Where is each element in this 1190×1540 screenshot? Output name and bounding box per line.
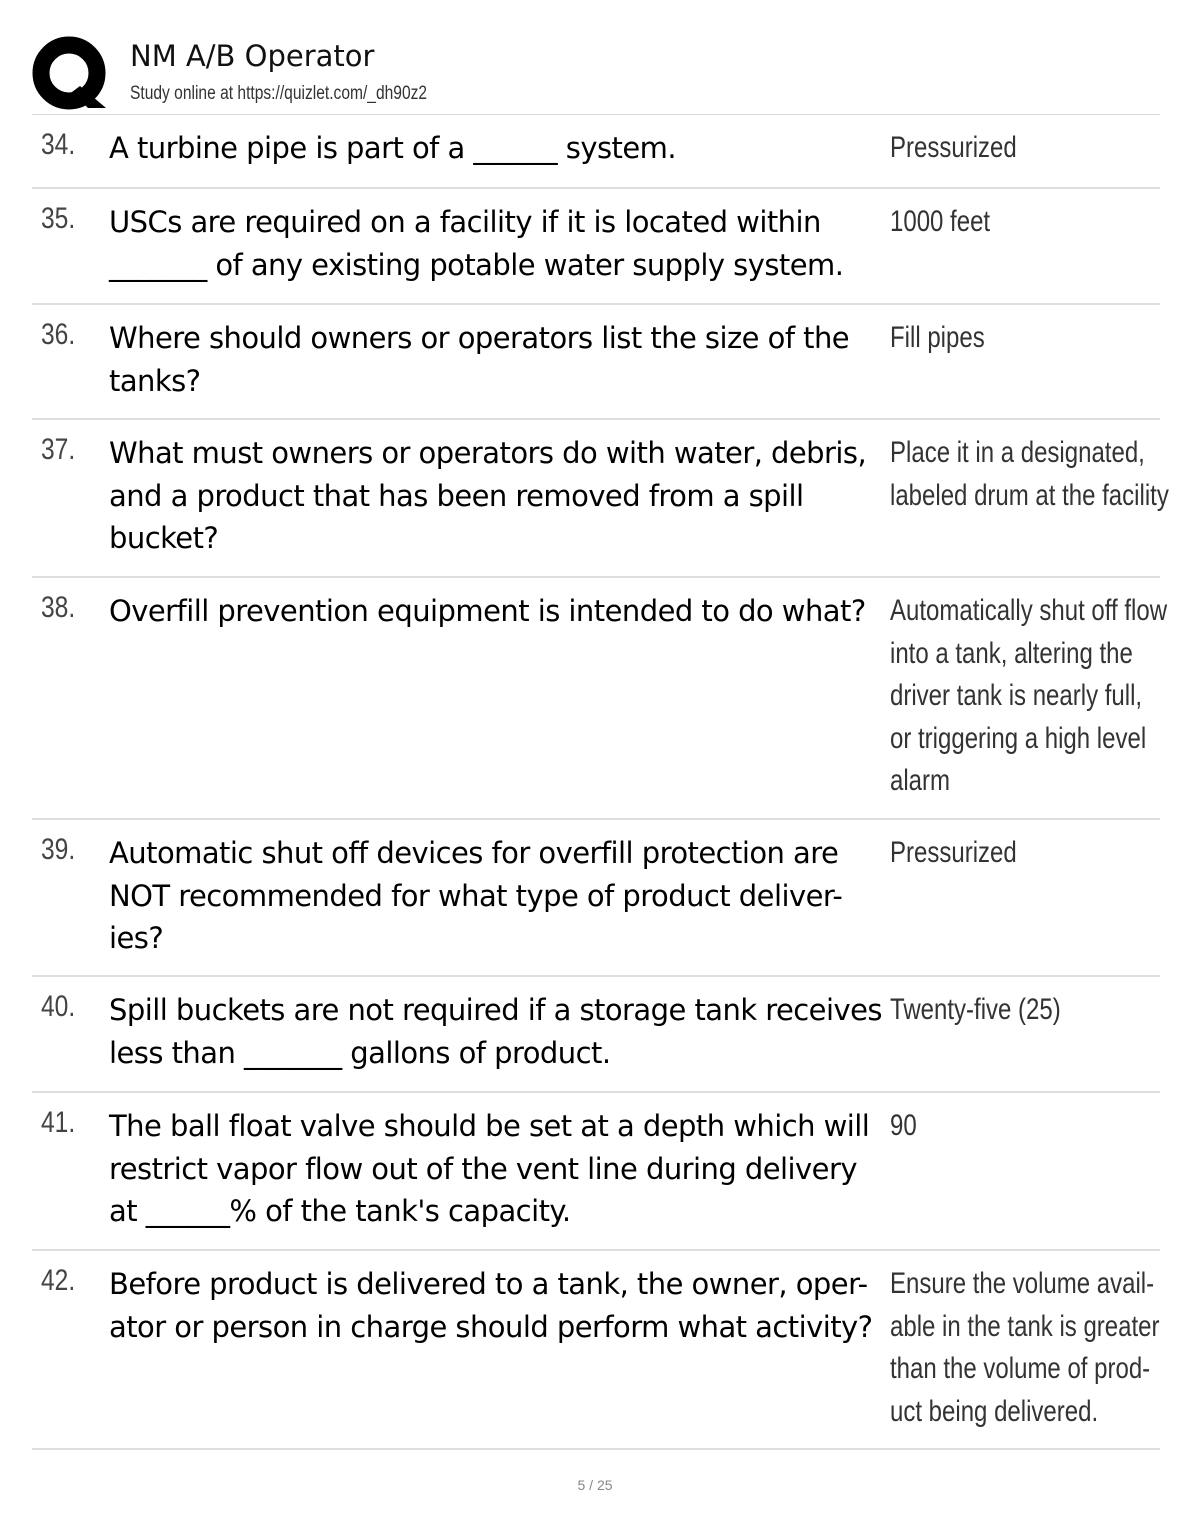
flashcard-row <box>32 820 1160 977</box>
question-line: The ball float valve should be set at a depth which will <box>109 1109 870 1143</box>
card-number: 38. <box>41 591 76 624</box>
card-answer <box>890 127 1130 170</box>
card-answer <box>890 201 1130 244</box>
answer-line: Twenty-five (25) <box>890 993 1061 1026</box>
answer-line: Automatically shut off flow <box>890 594 1168 627</box>
card-answer <box>890 317 1130 360</box>
card-question <box>109 201 894 286</box>
question-line: ies? <box>109 921 164 955</box>
card-question <box>109 1263 894 1348</box>
flashcard-list <box>32 115 1169 1450</box>
question-line: less than _______ gallons of product. <box>109 1035 611 1070</box>
flashcard-row <box>32 115 1160 189</box>
card-question <box>109 1105 894 1233</box>
card-answer <box>890 1105 1130 1148</box>
answer-line: into a tank, altering the <box>890 636 1133 670</box>
answer-line: driver tank is nearly full, <box>890 679 1143 712</box>
card-number: 34. <box>41 128 76 161</box>
flashcard-row <box>32 1251 1160 1450</box>
answer-line: Fill pipes <box>890 321 985 354</box>
flashcard-row <box>32 189 1160 305</box>
card-question <box>109 989 894 1074</box>
answer-line: able in the tank is greater <box>890 1309 1160 1343</box>
card-number: 39. <box>41 833 76 866</box>
card-answer <box>890 989 1130 1032</box>
answer-line: than the volume of prod- <box>890 1352 1151 1385</box>
question-line: A turbine pipe is part of a ______ system. <box>109 131 676 165</box>
card-answer <box>890 590 1168 803</box>
flashcard-row <box>32 977 1160 1093</box>
question-line: Automatic shut off devices for overfill protection are <box>109 836 839 870</box>
page-header <box>32 34 1160 114</box>
question-line: Where should owners or operators list the size of the <box>109 321 850 355</box>
question-line: and a product that has been removed from a spill <box>109 478 804 513</box>
question-line: _______ of any existing potable water supply system. <box>109 247 844 282</box>
card-question <box>109 832 894 960</box>
flashcard-row <box>32 1093 1160 1251</box>
question-line: bucket? <box>109 521 219 555</box>
page-title: NM A/B Operator <box>130 39 375 73</box>
flashcard-row <box>32 420 1169 578</box>
answer-line: labeled drum at the facility <box>890 478 1169 512</box>
card-answer <box>890 1263 1160 1433</box>
question-line: Overfill prevention equipment is intended to do what? <box>109 594 866 628</box>
flashcard-row <box>32 305 1160 420</box>
answer-line: 1000 feet <box>890 205 991 238</box>
card-number: 37. <box>41 433 76 466</box>
card-answer <box>890 832 1130 875</box>
question-line: Before product is delivered to a tank, the owner, oper- <box>109 1267 868 1301</box>
answer-line: Place it in a designated, <box>890 436 1145 469</box>
question-line: USCs are required on a facility if it is located within <box>109 205 821 239</box>
card-answer <box>890 432 1169 517</box>
answer-line: Pressurized <box>890 131 1017 164</box>
page-number: 5 / 25 <box>577 1477 613 1493</box>
study-link[interactable]: Study online at https://quizlet.com/_dh90z2 <box>130 83 428 104</box>
question-line: restrict vapor flow out of the vent line during delivery <box>109 1151 857 1186</box>
question-line: tanks? <box>109 363 201 398</box>
answer-line: or triggering a high level <box>890 721 1147 755</box>
card-question <box>109 127 894 170</box>
card-number: 36. <box>41 318 76 351</box>
card-number: 42. <box>41 1264 76 1297</box>
question-line: at ______% of the tank's capacity. <box>109 1194 571 1228</box>
answer-line: Pressurized <box>890 836 1017 869</box>
quizlet-logo-icon <box>32 36 110 110</box>
card-question <box>109 590 894 633</box>
question-line: Spill buckets are not required if a storage tank receives <box>109 993 882 1027</box>
answer-line: uct being delivered. <box>890 1394 1099 1428</box>
card-number: 35. <box>41 202 76 235</box>
flashcard-row <box>32 578 1168 820</box>
answer-line: 90 <box>890 1109 917 1142</box>
card-question <box>109 317 894 402</box>
question-line: NOT recommended for what type of product deliver- <box>109 878 843 913</box>
question-line: What must owners or operators do with water, debris, <box>109 436 867 470</box>
question-line: ator or person in charge should perform what activity? <box>109 1309 873 1344</box>
answer-line: alarm <box>890 764 951 797</box>
card-number: 40. <box>41 990 76 1023</box>
card-number: 41. <box>41 1106 76 1139</box>
card-question <box>109 432 894 560</box>
answer-line: Ensure the volume avail- <box>890 1267 1155 1300</box>
